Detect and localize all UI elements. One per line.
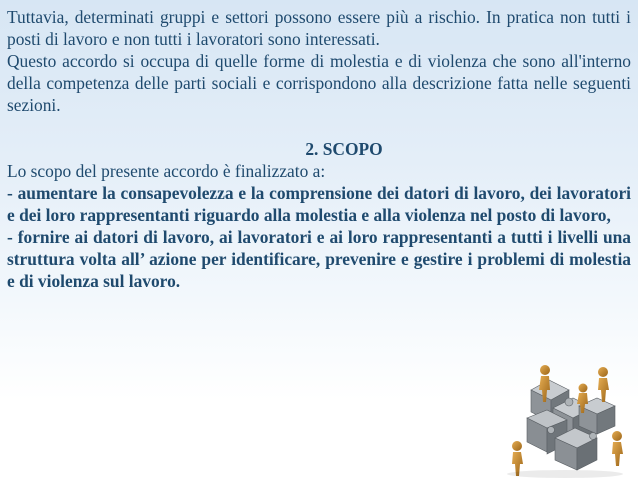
- section-lead: Lo scopo del presente accordo è finalizzato a:: [7, 161, 326, 181]
- intro-paragraph-2: Questo accordo si occupa di quelle forme di molestia e di violenza che sono all'interno della competenza delle parti sociali e corrispondono alla descrizione fatta nelle seguenti sezioni.: [7, 51, 631, 115]
- scope-item-2: - fornire ai datori di lavoro, ai lavoratori e ai loro rappresentanti a tutti i livelli una struttura volta all’ azione per identificare, prevenire e gestire i problemi di molestia e di violenza sul lavoro.: [7, 227, 631, 291]
- section-heading: 2. SCOPO: [305, 139, 383, 159]
- text-block: [7, 6, 631, 292]
- intro-paragraph-1: Tuttavia, determinati gruppi e settori possono essere più a rischio. In pratica non tutti i posti di lavoro e non tutti i lavoratori sono interessati.: [7, 7, 631, 49]
- scope-item-1: - aumentare la consapevolezza e la comprensione dei datori di lavoro, dei lavoratori e dei loro rappresentanti riguardo alla molestia e alla violenza nel posto di lavoro,: [7, 183, 631, 225]
- puzzle-people-icon: [493, 350, 638, 479]
